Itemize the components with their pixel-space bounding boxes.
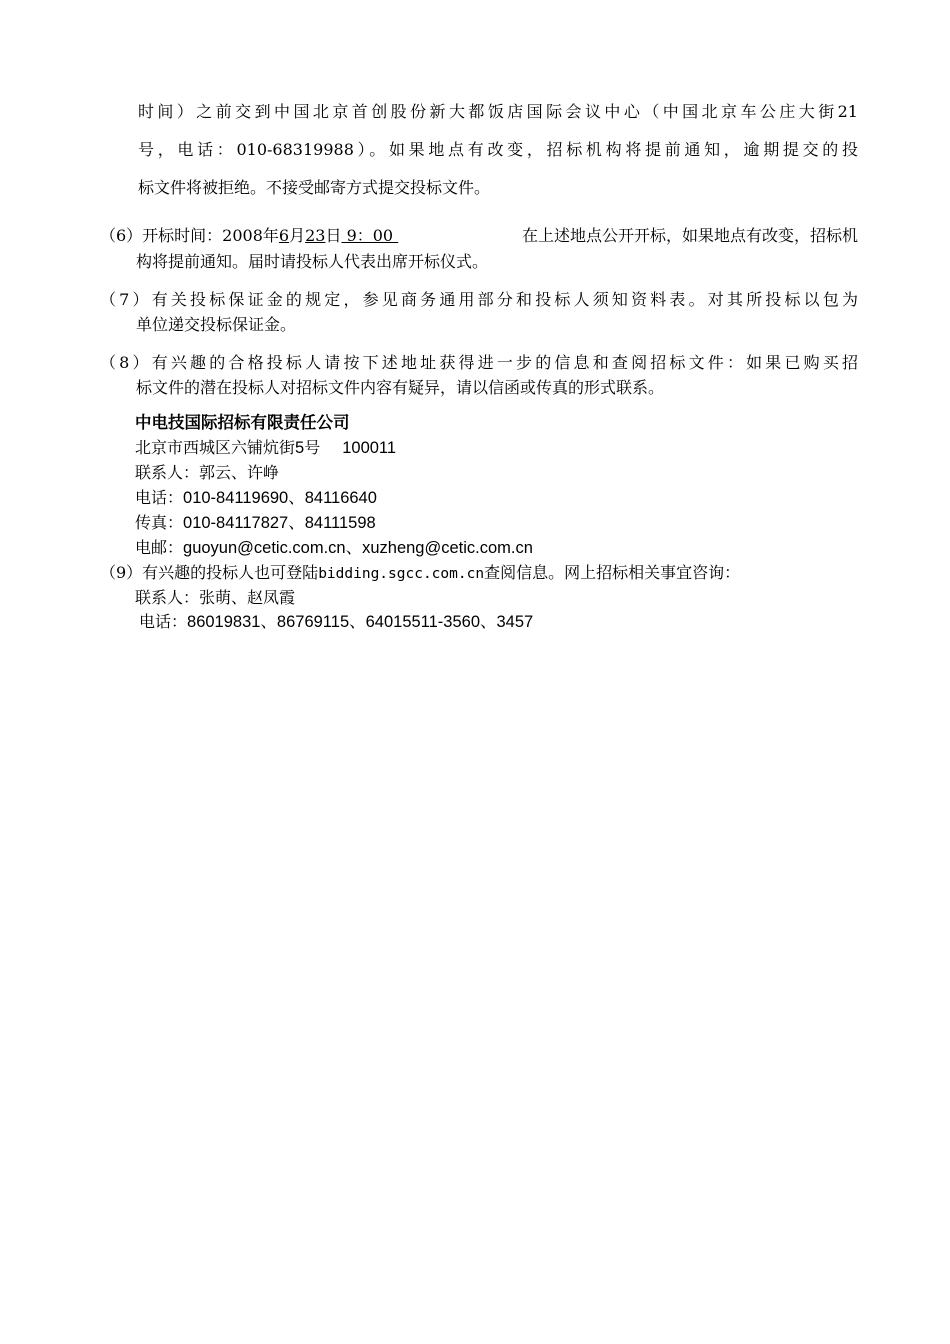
- item6-prefix-text: （6）开标时间：2008年: [100, 226, 279, 245]
- item8-line-1: （8）有兴趣的合格投标人请按下述地址获得进一步的信息和查阅招标文件：如果已购买招: [100, 353, 858, 372]
- item9-person-names: 张萌、赵凤霞: [199, 588, 296, 607]
- address-number: 5: [295, 439, 305, 457]
- contact-email-address: guoyun@cetic.com.cn、xuzheng@cetic.com.cn: [183, 539, 533, 557]
- item6-day: 23: [305, 226, 326, 245]
- item9-phone-numbers: 86019831、86769115、64015511-3560、3457: [187, 613, 534, 631]
- item6-day-unit: 日: [325, 226, 342, 245]
- contact-person: [135, 462, 279, 484]
- item9-line-1: [100, 562, 740, 585]
- contact-email: [135, 537, 533, 559]
- contact-fax-number: 010-84117827、84111598: [183, 514, 376, 532]
- continuation-line-3: 标文件将被拒绝。不接受邮寄方式提交投标文件。: [138, 178, 491, 197]
- contact-fax: [135, 512, 376, 534]
- contact-phone: [135, 487, 377, 509]
- item6-month-unit: 月: [289, 226, 306, 245]
- item9-suffix: 查阅信息。网上招标相关事宜咨询：: [484, 563, 741, 582]
- contact-person-label: 联系人：: [135, 463, 200, 482]
- item9-phone-label: 电话：: [139, 612, 188, 631]
- item6-line-1: [100, 225, 858, 247]
- item9-contact-phone: [139, 611, 533, 633]
- contact-phone-label: 电话：: [135, 488, 184, 507]
- address-street: 北京市西城区六铺炕街: [135, 438, 296, 457]
- item9-person-label: 联系人：: [135, 588, 200, 607]
- continuation-line-1: 时间）之前交到中国北京首创股份新大都饭店国际会议中心（中国北京车公庄大街21: [138, 102, 858, 121]
- item6-line-2: 构将提前通知。届时请投标人代表出席开标仪式。: [136, 252, 489, 271]
- company-name: 中电技国际招标有限责任公司: [135, 414, 350, 432]
- contact-email-label: 电邮：: [135, 538, 184, 557]
- item9-prefix: （9）有兴趣的投标人也可登陆: [100, 563, 319, 582]
- item8-line-2: 标文件的潜在投标人对招标文件内容有疑异，请以信函或传真的形式联系。: [136, 378, 665, 397]
- item6-rest-line-1: 在上述地点公开开标，如果地点有改变，招标机: [521, 226, 858, 245]
- item7-line-1: （7）有关投标保证金的规定，参见商务通用部分和投标人须知资料表。对其所投标以包为: [100, 290, 858, 309]
- item6-month: 6: [278, 226, 290, 245]
- item9-website: bidding.sgcc.com.cn: [318, 566, 485, 582]
- postcode: 100011: [342, 439, 397, 457]
- contact-fax-label: 传真：: [135, 513, 184, 532]
- contact-person-names: 郭云、许峥: [199, 463, 280, 482]
- item9-contact-person: [135, 587, 295, 609]
- item6-time: 9：00: [341, 226, 399, 245]
- contact-phone-number: 010-84119690、84116640: [183, 489, 377, 507]
- item7-line-2: 单位递交投标保证金。: [136, 315, 297, 334]
- address-suffix: 号: [304, 438, 321, 457]
- company-address: [135, 437, 396, 459]
- continuation-line-2: 号，电话：010-68319988）。如果地点有改变，招标机构将提前通知，逾期提交的投: [138, 140, 858, 159]
- item6-prefix: [100, 225, 398, 247]
